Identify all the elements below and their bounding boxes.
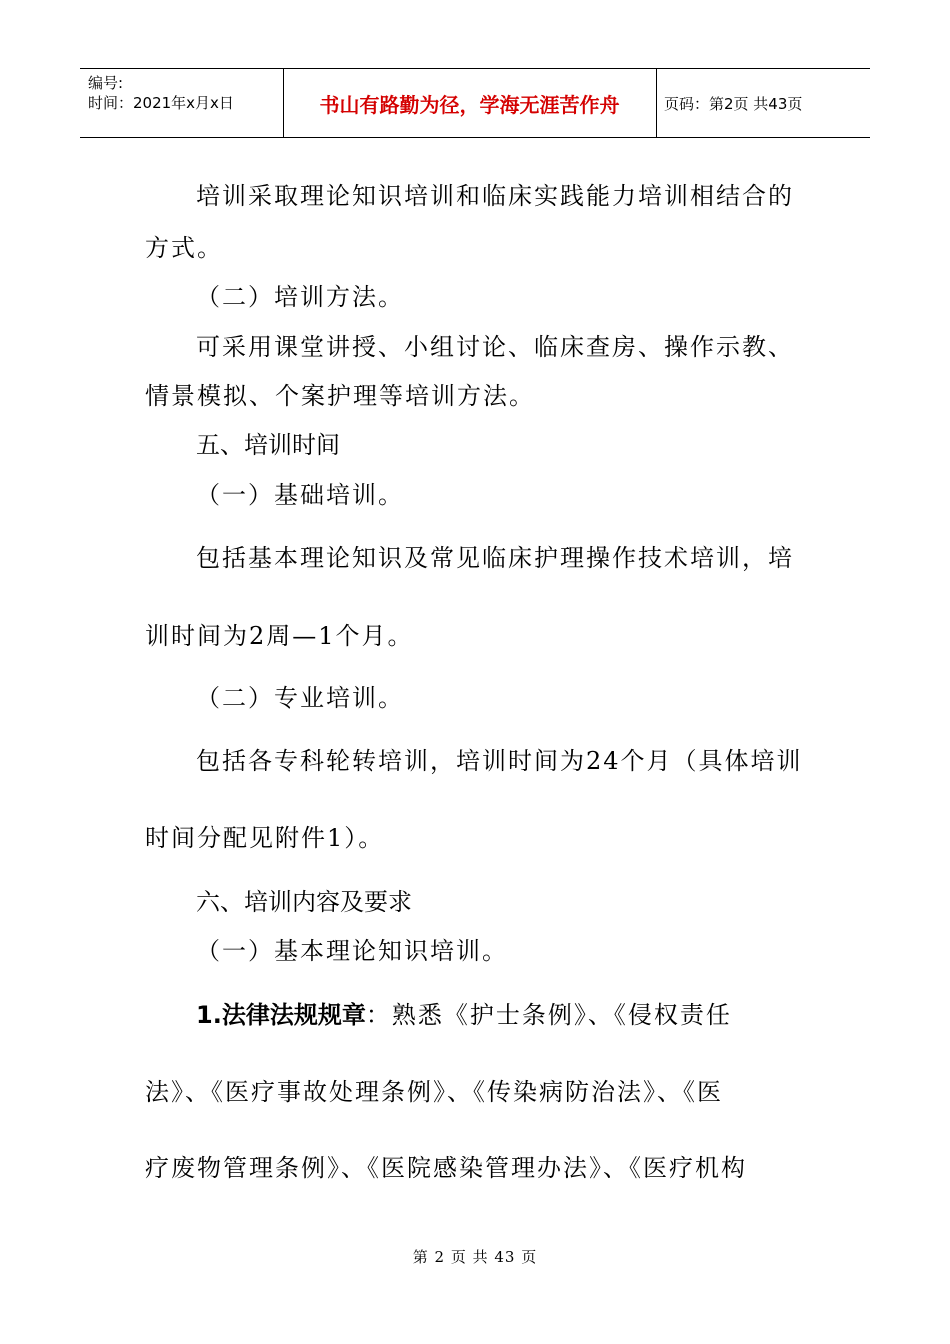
subheading: （一）基本理论知识培训。 xyxy=(196,937,508,965)
paragraph-line: 疗废物管理条例》、《医院感染管理办法》、《医疗机构 xyxy=(145,1154,747,1182)
section-heading: 六、培训内容及要求 xyxy=(196,888,412,916)
header-page-info: 页码：第2页 共43页 xyxy=(664,94,803,113)
paragraph-line: 情景模拟、个案护理等培训方法。 xyxy=(145,382,535,410)
document-time: 时间：2021年x月x日 xyxy=(88,94,234,112)
paragraph-line: 包括基本理论知识及常见临床护理操作技术培训，培 xyxy=(196,544,794,572)
page-footer: 第 2 页 共 43 页 xyxy=(412,1248,538,1266)
document-number: 编号: xyxy=(88,74,124,92)
item-text: ：熟悉《护士条例》、《侵权责任 xyxy=(365,1001,732,1029)
paragraph-line: 训时间为2周—1个月。 xyxy=(145,622,414,650)
paragraph-line: 法》、《医疗事故处理条例》、《传染病防治法》、《医 xyxy=(145,1078,723,1106)
subheading: （二）专业培训。 xyxy=(196,684,404,712)
section-heading: 五、培训时间 xyxy=(196,431,340,459)
item-label: 1.法律法规规章 xyxy=(196,1001,366,1029)
paragraph-line: 可采用课堂讲授、小组讨论、临床查房、操作示教、 xyxy=(196,333,794,361)
paragraph-line: 培训采取理论知识培训和临床实践能力培训相结合的 xyxy=(196,182,794,210)
paragraph-line: 时间分配见附件1）。 xyxy=(145,824,385,852)
header-divider xyxy=(656,69,657,137)
paragraph-line: 方式。 xyxy=(145,234,223,262)
subheading: （一）基础培训。 xyxy=(196,481,404,509)
header-meta xyxy=(88,73,234,113)
subheading: （二）培训方法。 xyxy=(196,283,404,311)
header-motto: 书山有路勤为径，学海无涯苦作舟 xyxy=(319,92,620,117)
paragraph-line xyxy=(196,995,732,1030)
paragraph-line: 包括各专科轮转培训，培训时间为24个月（具体培训 xyxy=(196,747,803,775)
document-header xyxy=(80,68,870,138)
